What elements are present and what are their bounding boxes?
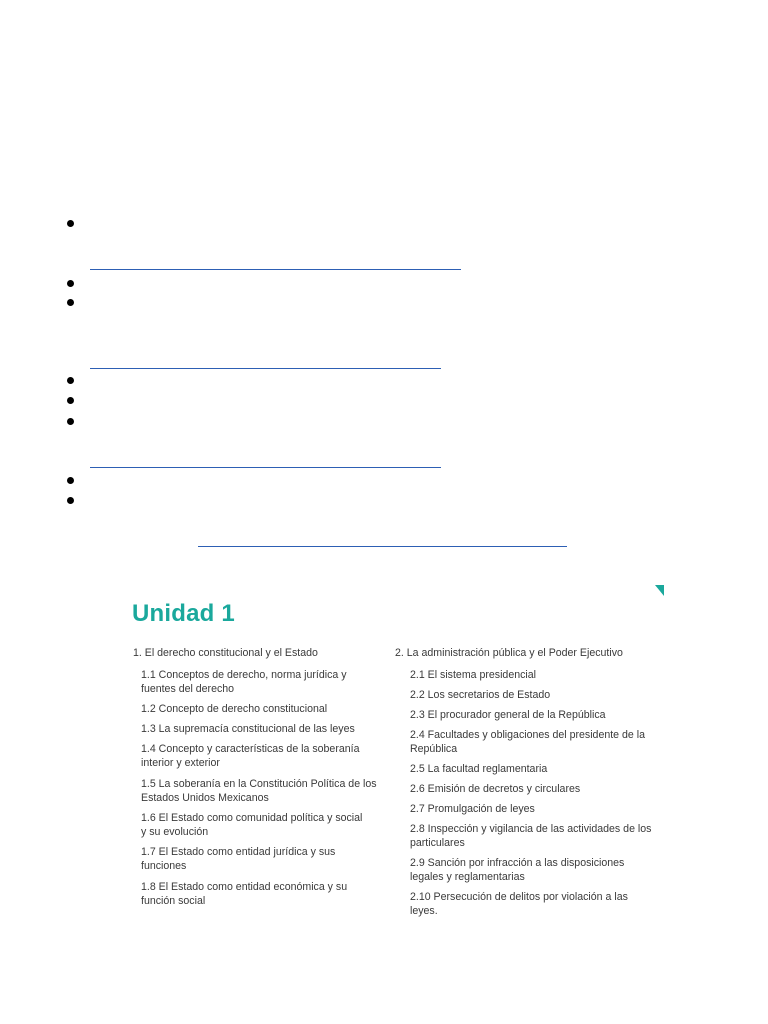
list-item: 2.4 Facultades y obligaciones del presidente de la República [410, 729, 645, 755]
list-item: 2.10 Persecución de delitos por violación a las leyes. [410, 891, 628, 917]
bullet-dot [67, 418, 74, 425]
bullet-dot [67, 397, 74, 404]
list-item: 1.3 La supremacía constitucional de las leyes [141, 723, 355, 735]
list-item: 2.5 La facultad reglamentaria [410, 763, 548, 775]
list-item: 1.8 El Estado como entidad económica y su función social [141, 881, 348, 907]
list-item: 2.7 Promulgación de leyes [410, 803, 535, 815]
bullet-dot [67, 220, 74, 227]
link-underline[interactable] [198, 546, 567, 547]
list-item: 1.7 El Estado como entidad jurídica y sus funciones [141, 846, 336, 872]
bullet-dot [67, 377, 74, 384]
list-item: 2.2 Los secretarios de Estado [410, 689, 551, 701]
bullet-dot [67, 477, 74, 484]
list-item: 1.5 La soberanía en la Constitución Política de los Estados Unidos Mexicanos [141, 778, 377, 804]
list-item: 2.9 Sanción por infracción a las disposiciones legales y reglamentarias [410, 857, 625, 883]
link-underline[interactable] [90, 467, 441, 468]
list-item: 2.3 El procurador general de la República [410, 709, 606, 721]
bullet-dot [67, 497, 74, 504]
unit-title: Unidad 1 [132, 600, 235, 627]
list-item: 2.1 El sistema presidencial [410, 669, 537, 681]
list-item: 2.8 Inspección y vigilancia de las actividades de los particulares [410, 823, 652, 849]
list-item: 1.1 Conceptos de derecho, norma jurídica y fuentes del derecho [141, 669, 347, 695]
list-item: 1.4 Concepto y características de la soberanía interior y exterior [141, 743, 360, 769]
bullet-dot [67, 299, 74, 306]
right-column-header: 2. La administración pública y el Poder Ejecutivo [395, 647, 623, 659]
list-item: 1.2 Concepto de derecho constitucional [141, 703, 328, 715]
bullet-dot [67, 280, 74, 287]
corner-accent-mark [655, 585, 664, 596]
list-item: 2.6 Emisión de decretos y circulares [410, 783, 581, 795]
list-item: 1.6 El Estado como comunidad política y social y su evolución [141, 812, 363, 838]
link-underline[interactable] [90, 269, 461, 270]
link-underline[interactable] [90, 368, 441, 369]
left-column-header: 1. El derecho constitucional y el Estado [133, 647, 318, 659]
